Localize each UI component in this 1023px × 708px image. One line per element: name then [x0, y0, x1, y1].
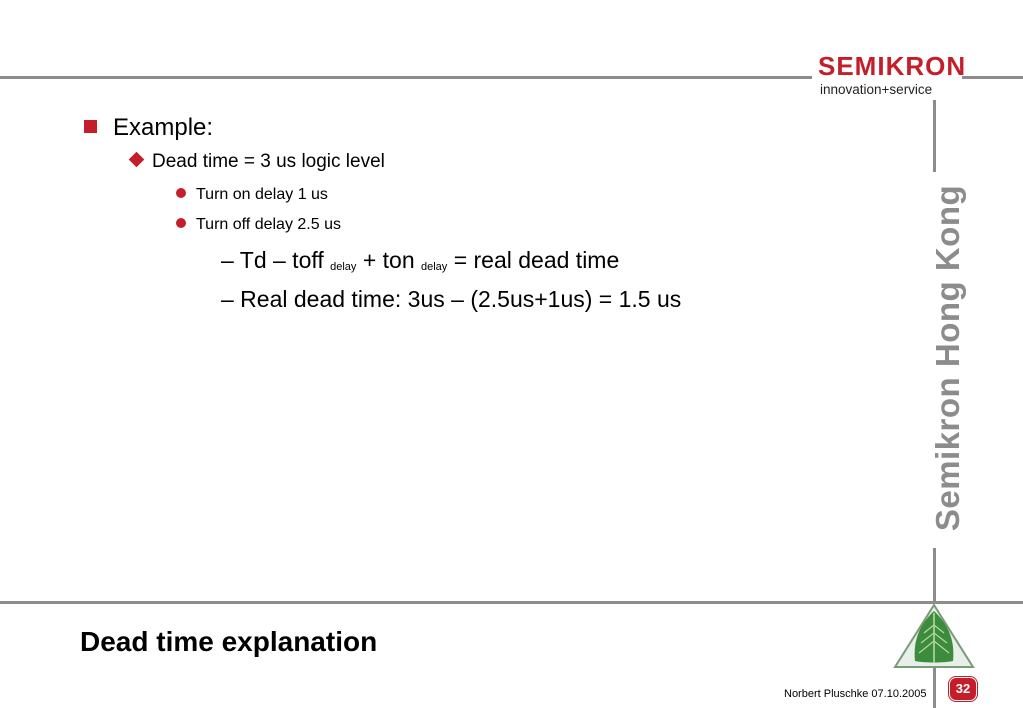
- side-rule-bottom: [933, 668, 936, 708]
- square-bullet-icon: [84, 120, 97, 133]
- dot-bullet-icon: [176, 188, 186, 198]
- bullet-level3-text: Turn off delay 2.5 us: [196, 216, 341, 233]
- side-rule-upper: [933, 100, 936, 172]
- bullet-level3-item: [176, 214, 341, 236]
- top-rule-right: [962, 76, 1023, 79]
- formula-mid: + ton: [362, 247, 415, 273]
- formula-suffix: = real dead time: [453, 247, 620, 273]
- bullet-level1-text: Example:: [113, 114, 214, 141]
- formula-sub-delay-1: delay: [330, 261, 357, 273]
- footer-author-date: Norbert Pluschke 07.10.2005: [784, 688, 927, 700]
- bullet-level3-text: Turn on delay 1 us: [196, 186, 328, 203]
- formula-sub-delay-2: delay: [421, 261, 448, 273]
- semikron-logo: [818, 51, 967, 100]
- leaf-triangle-icon: [893, 603, 975, 669]
- page-number-badge: 32: [949, 677, 977, 701]
- bullet-level2: [128, 150, 385, 174]
- dot-bullet-icon: [176, 218, 186, 228]
- side-rule-lower: [933, 548, 936, 602]
- calc-line: – Real dead time: 3us – (2.5us+1us) = 1.5 us: [221, 286, 682, 312]
- logo-tagline: innovation+service: [820, 82, 933, 97]
- side-label: Semikron Hong Kong: [929, 184, 966, 532]
- formula-prefix: – Td – toff: [221, 247, 324, 273]
- bullet-level1: [84, 113, 213, 143]
- bullet-level2-text: Dead time = 3 us logic level: [152, 151, 385, 172]
- bottom-rule: [0, 601, 1023, 604]
- logo-brand: SEMIKRON: [818, 51, 967, 81]
- formula-line: [221, 245, 619, 282]
- diamond-bullet-icon: [129, 152, 145, 168]
- slide-title: Dead time explanation: [80, 626, 378, 657]
- bullet-level3-item: [176, 184, 328, 206]
- top-rule-left: [0, 76, 812, 79]
